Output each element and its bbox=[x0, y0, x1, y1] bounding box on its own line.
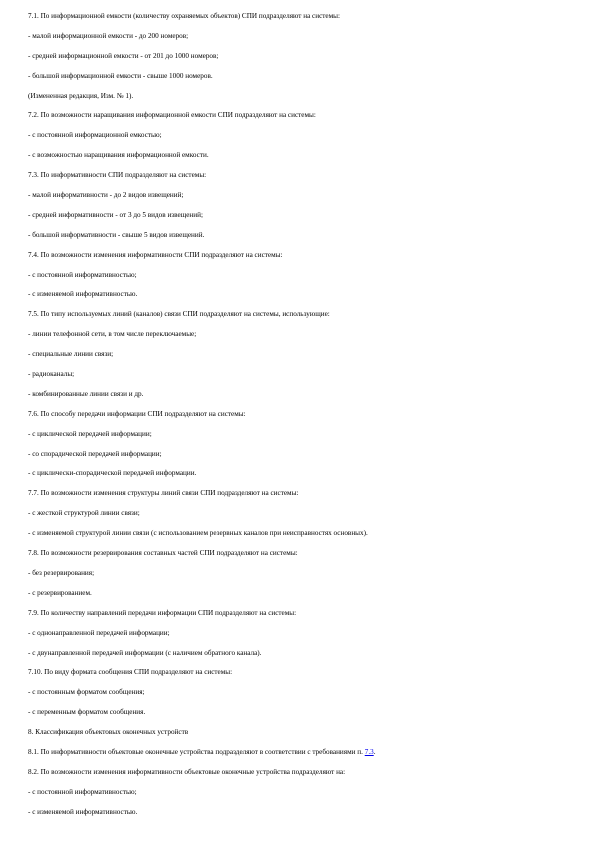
text-line: - с переменным форматом сообщения. bbox=[28, 708, 146, 717]
text-line: - средней информативности - от 3 до 5 видов извещений; bbox=[28, 210, 203, 219]
text-line: - с изменяемой информативностью. bbox=[28, 807, 138, 816]
text-line: - малой информационной емкости - до 200 номеров; bbox=[28, 31, 189, 40]
text-span: . bbox=[373, 747, 376, 756]
text-span: 8.1. По информативности объектовые оконечные устройства подразделяют в соответствии с требованиями п. bbox=[28, 747, 365, 756]
text-line: 7.1. По информационной емкости (количеству охраняемых объектов) СПИ подразделяют на системы: bbox=[28, 12, 340, 20]
text-line: - с постоянной информативностью; bbox=[28, 270, 137, 279]
text-line: - с постоянной информативностью; bbox=[28, 787, 137, 796]
text-line: - радиоканалы; bbox=[28, 370, 75, 379]
text-line: 7.6. По способу передачи информации СПИ подразделяют на системы: bbox=[28, 409, 246, 418]
text-line: - линии телефонной сети, в том числе переключаемые; bbox=[28, 330, 197, 339]
text-line: 7.8. По возможности резервирования составных частей СПИ подразделяют на системы: bbox=[28, 549, 298, 558]
text-line: 7.3. По информативности СПИ подразделяют на системы: bbox=[28, 171, 207, 180]
text-line: - большой информативности - свыше 5 видов извещений. bbox=[28, 230, 205, 239]
text-line: 7.9. По количеству направлений передачи информации СПИ подразделяют на системы: bbox=[28, 608, 297, 617]
text-line: - большой информационной емкости - свыше 1000 номеров. bbox=[28, 71, 213, 80]
section-heading: 8. Классификация объектовых оконечных устройств bbox=[28, 728, 189, 737]
text-line: - без резервирования; bbox=[28, 568, 95, 577]
text-line: - комбинированные линии связи и др. bbox=[28, 389, 144, 398]
text-line: - с постоянным форматом сообщения; bbox=[28, 688, 145, 697]
text-line: - специальные линии связи; bbox=[28, 350, 114, 359]
text-line: 8.2. По возможности изменения информативности объектовые оконечные устройства подразделяют на: bbox=[28, 767, 346, 776]
text-line: 7.5. По типу используемых линий (каналов) связи СПИ подразделяют на системы, использующие: bbox=[28, 310, 330, 319]
text-line: - с изменяемой структурой линии связи (с использованием резервных каналов при неисправностях основных). bbox=[28, 529, 368, 538]
text-line: - с изменяемой информативностью. bbox=[28, 290, 138, 299]
text-line: 7.10. По виду формата сообщения СПИ подразделяют на системы: bbox=[28, 668, 233, 677]
text-line: - с циклической передачей информации; bbox=[28, 429, 152, 438]
text-line: - с резервированием. bbox=[28, 588, 92, 597]
text-line: - средней информационной емкости - от 201 до 1000 номеров; bbox=[28, 51, 219, 60]
text-line: - с однонаправленной передачей информации; bbox=[28, 628, 170, 637]
section-link[interactable]: 7.3 bbox=[364, 747, 374, 756]
text-line: - с постоянной информационной емкостью; bbox=[28, 131, 162, 140]
text-line: - со спорадической передачей информации; bbox=[28, 449, 162, 458]
text-line: - малой информативности - до 2 видов извещений; bbox=[28, 191, 184, 200]
text-line: - с жесткой структурой линии связи; bbox=[28, 509, 140, 518]
text-line: - с двунаправленной передачей информации (с наличием обратного канала). bbox=[28, 648, 262, 657]
text-line: (Измененная редакция, Изм. № 1). bbox=[28, 91, 134, 100]
document-page bbox=[28, 12, 568, 828]
text-line: 7.2. По возможности наращивания информационной емкости СПИ подразделяют на системы: bbox=[28, 111, 316, 120]
text-line-with-link bbox=[28, 748, 568, 757]
text-line: 7.7. По возможности изменения структуры линий связи СПИ подразделяют на системы: bbox=[28, 489, 299, 498]
text-line: 7.4. По возможности изменения информативности СПИ подразделяют на системы: bbox=[28, 250, 283, 259]
text-line: - с возможностью наращивания информационной емкости. bbox=[28, 151, 209, 160]
text-line: - с циклически-спорадической передачей информации. bbox=[28, 469, 197, 478]
